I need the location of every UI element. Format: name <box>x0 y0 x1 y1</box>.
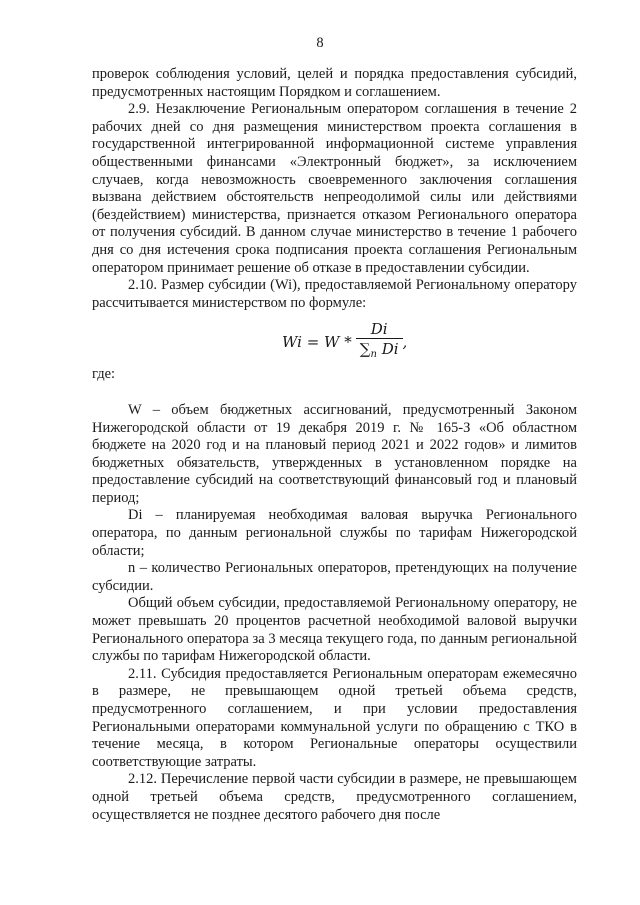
formula-tail: , <box>402 332 408 351</box>
sum-symbol: ∑ <box>359 340 371 359</box>
formula-numerator: Di <box>370 320 388 339</box>
formula-fraction <box>356 320 403 364</box>
paragraph-continuation: проверок соблюдения условий, целей и порядка предоставления субсидий, предусмотренных настоящим Порядком и соглашением. <box>92 66 577 100</box>
definition-w: W – объем бюджетных ассигнований, предусмотренный Законом Нижегородской области от 19 декабря 2019 г. № 165-З «Об областном бюджете на 2020 год и на плановый период 2021 и 2022 годов» и лимитов бюджетных обязательств, утвержденных в установленном порядке на предоставление субсидий на соответствующий финансовый год и плановый период; <box>92 401 577 506</box>
definition-di: Di – планируемая необходимая валовая выручка Регионального оператора, по данным региональной службы по тарифам Нижегородской области; <box>92 507 577 559</box>
where-label: где: <box>92 366 116 383</box>
formula-denominator-var: Di <box>381 340 399 359</box>
paragraph-total-limit: Общий объем субсидии, предоставляемой Региональному оператору, не может превышать 20 процентов расчетной необходимой валовой выручки Регионального оператора за 3 месяца текущего года, по данным региональной службы по тарифам Нижегородской области. <box>92 595 577 665</box>
formula-lhs: Wi = W * <box>282 332 352 351</box>
page-number: 8 <box>316 35 324 51</box>
formula-denominator <box>356 338 403 364</box>
definition-n: n – количество Региональных операторов, претендующих на получение субсидии. <box>92 560 577 594</box>
sum-index: n <box>370 349 377 361</box>
paragraph-2-9: 2.9. Незаключение Региональным оператором соглашения в течение 2 рабочих дней со дня размещения министерством проекта соглашения в государственной интегрированной информационной системе управления общественными финансами «Электронный бюджет», за исключением случаев, когда невозможность своевременного заключения соглашения вызвана действием обстоятельств непреодолимой силы или действиями (бездействием) министерства, признается отказом Регионального оператора от получения субсидий. В данном случае министерство в течение 1 рабочего дня со дня истечения срока подписания проекта соглашения Региональным оператором принимает решение об отказе в предоставлении субсидии. <box>92 101 577 276</box>
paragraph-2-11: 2.11. Субсидия предоставляется Региональным операторам ежемесячно в размере, не превышающем одной третьей объема средств, предусмотренного соглашением, и при условии предоставления Региональными операторами коммунальной услуги по обращению с ТКО в течение месяца, в котором Региональные операторы осуществили соответствующие затраты. <box>92 665 577 770</box>
formula-block <box>92 312 577 366</box>
paragraph-2-10: 2.10. Размер субсидии (Wi), предоставляемой Региональному оператору рассчитывается министерством по формуле: <box>92 277 577 311</box>
paragraph-2-12: 2.12. Перечисление первой части субсидии в размере, не превышающем одной третьей объема средств, предусмотренного соглашением, осуществляется не позднее десятого рабочего дня после <box>92 771 577 823</box>
document-body <box>92 66 577 824</box>
subsidy-formula <box>282 320 407 364</box>
